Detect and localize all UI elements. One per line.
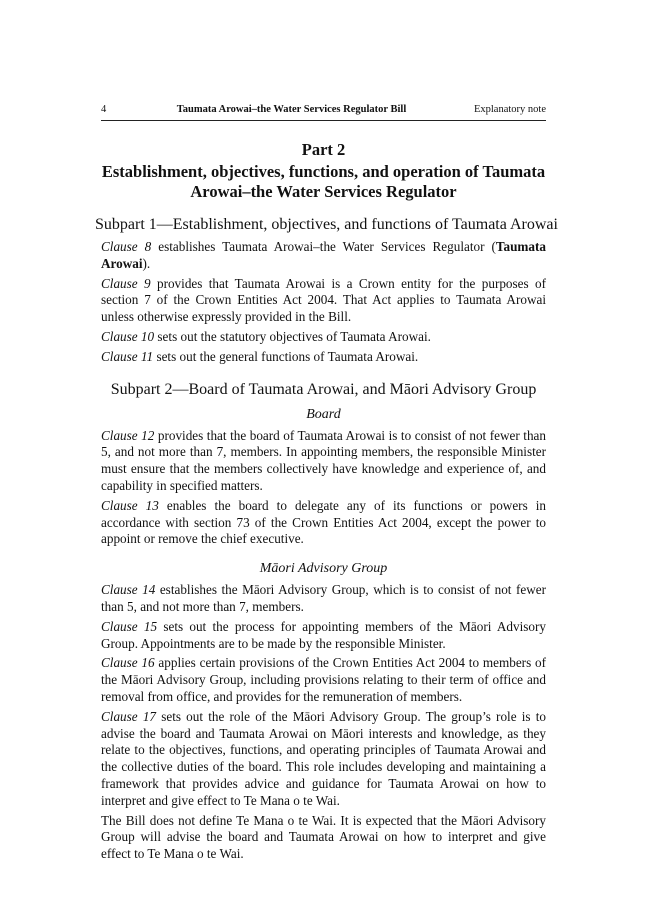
section-label: Explanatory note xyxy=(473,104,546,115)
clause-12-paragraph xyxy=(101,428,546,495)
page-number: 4 xyxy=(101,104,107,115)
clause-11-paragraph xyxy=(101,349,546,366)
defined-term: Taumata Arowai xyxy=(101,239,546,271)
clause-ref: Clause 14 xyxy=(101,582,156,598)
paragraph-text: enables the board to delegate any of its functions or powers in accordance with section 73 of the Crown Entities Act 2004, except the power to appoint or remove the chief executive. xyxy=(101,497,546,547)
clause-ref: Clause 8 xyxy=(101,239,152,254)
clause-ref: Clause 11 xyxy=(101,348,154,364)
clause-9-paragraph xyxy=(101,276,546,326)
board-subheading: Board xyxy=(306,406,341,422)
clause-10-paragraph xyxy=(101,329,546,346)
clause-ref: Clause 16 xyxy=(101,655,155,671)
document-page xyxy=(95,103,558,863)
subpart-2-heading: Subpart 2—Board of Taumata Arowai, and Māori Advisory Group xyxy=(110,380,537,398)
paragraph-text: sets out the process for appointing members of the Māori Advisory Group. Appointments are to be made by the responsible Minister. xyxy=(101,618,546,651)
closing-paragraph: The Bill does not define Te Mana o te Wai. It is expected that the Māori Advisory Group will advise the board and Taumata Arowai on how to interpret and give effect to Te Mana o te Wai. xyxy=(101,812,546,862)
running-title: Taumata Arowai–the Water Services Regulator Bill xyxy=(176,104,407,115)
paragraph-text: sets out the general functions of Taumata Arowai. xyxy=(153,348,419,364)
clause-ref: Clause 12 xyxy=(101,427,155,443)
paragraph-text: applies certain provisions of the Crown Entities Act 2004 to members of the Māori Advisory Group, including provisions relating to their term of office and removal from office, and provides for the remuneration of members. xyxy=(101,655,546,704)
clause-15-paragraph xyxy=(101,619,546,653)
paragraph-text: provides that the board of Taumata Arowai is to consist of not fewer than 5, and not more than 7, members. In appointing members, the responsible Minister must ensure that the members collectively have knowledge and experience of, and capability in specified matters. xyxy=(101,427,546,493)
paragraph-text: sets out the statutory objectives of Taumata Arowai. xyxy=(154,328,431,344)
paragraph-text: provides that Taumata Arowai is a Crown entity for the purposes of section 7 of the Crown Entities Act 2004. That Act applies to Taumata Arowai unless otherwise expressly provided in the Bill. xyxy=(101,275,546,325)
paragraph-text: establishes Taumata Arowai–the Water Services Regulator ( xyxy=(151,239,496,254)
clause-14-paragraph xyxy=(101,582,546,616)
clause-ref: Clause 15 xyxy=(101,618,158,634)
clause-16-paragraph xyxy=(101,655,546,705)
clause-13-paragraph xyxy=(101,498,546,548)
clause-ref: Clause 17 xyxy=(101,708,157,724)
clause-ref: Clause 13 xyxy=(101,497,159,513)
running-header xyxy=(101,103,546,121)
subpart-1-heading: Subpart 1—Establishment, objectives, and functions of Taumata Arowai xyxy=(95,216,558,233)
paragraph-text: ). xyxy=(142,255,151,271)
clause-17-paragraph xyxy=(101,709,546,810)
clause-8-paragraph xyxy=(101,239,546,273)
paragraph-text: establishes the Māori Advisory Group, which is to consist of not fewer than 5, and not more than 7, members. xyxy=(101,582,546,614)
paragraph-text: sets out the role of the Māori Advisory Group. The group’s role is to advise the board and Taumata Arowai on Māori interests and knowledge, as they relate to the objectives, functions, and operating principles of Taumata Arowai and the collective duties of the board. This role includes developing and maintaining a framework that provides advice and guidance for Taumata Arowai on how to interpret and give effect to Te Mana o te Wai. xyxy=(101,708,546,808)
maori-advisory-group-subheading: Māori Advisory Group xyxy=(259,561,388,577)
clause-ref: Clause 10 xyxy=(101,328,155,344)
part-label: Part 2 xyxy=(301,140,346,159)
part-title: Establishment, objectives, functions, and operation of Taumata Arowai–the Water Services Regulator xyxy=(101,162,546,201)
clause-ref: Clause 9 xyxy=(101,275,151,291)
